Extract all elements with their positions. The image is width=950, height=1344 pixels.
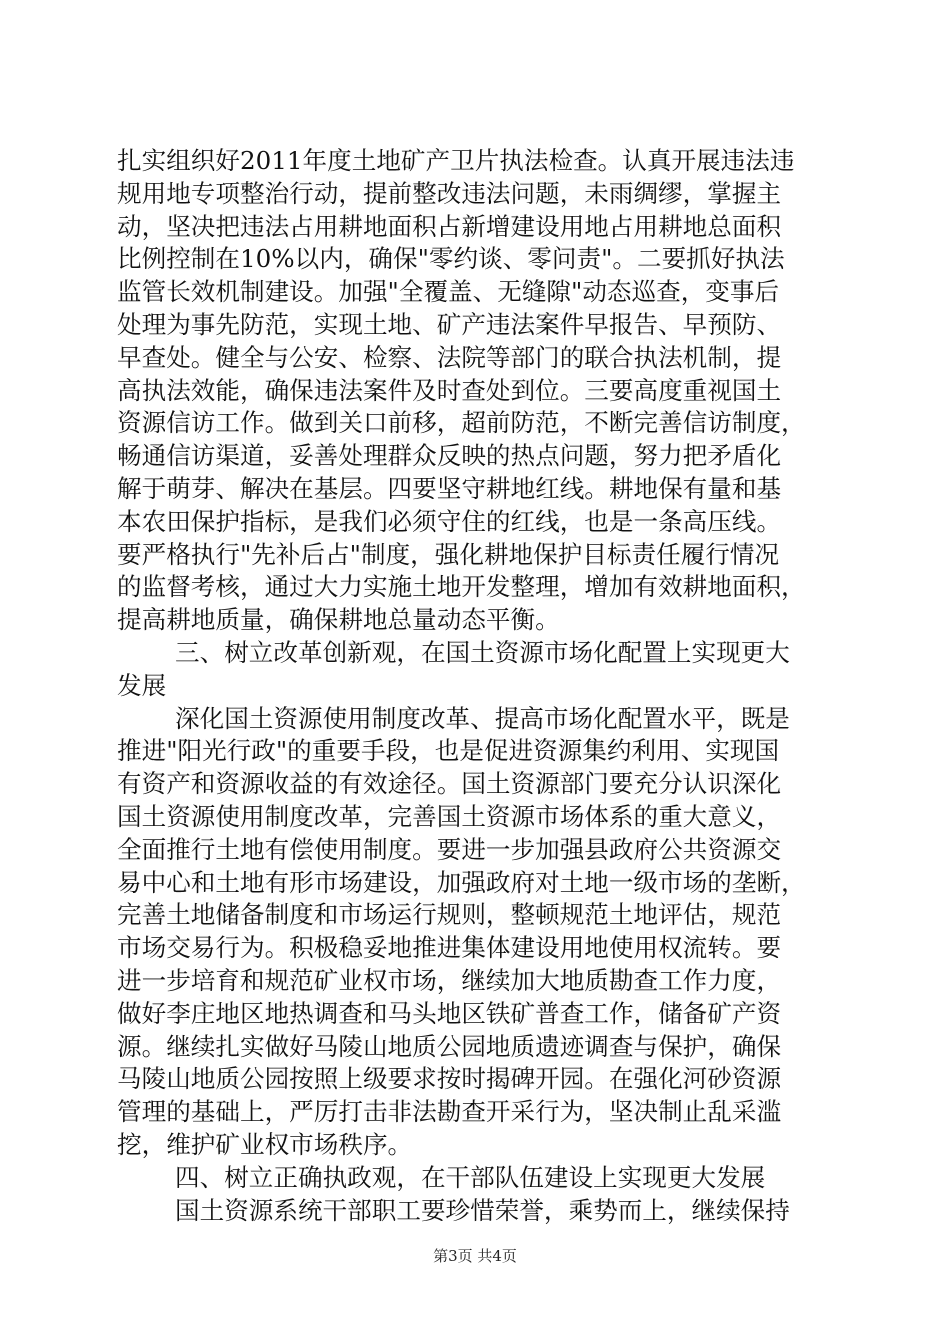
section-heading-continued: 发展 xyxy=(117,670,167,700)
section-heading: 四、树立正确执政观，在干部队伍建设上实现更大发展 xyxy=(175,1162,766,1192)
paragraph-first-line: 国土资源系统干部职工要珍惜荣誉，乘势而上，继续保持 xyxy=(175,1195,790,1225)
page-footer xyxy=(0,1246,950,1266)
text-line: 资源信访工作。做到关口前移，超前防范，不断完善信访制度， xyxy=(117,408,806,438)
text-line: 监管长效机制建设。加强"全覆盖、无缝隙"动态巡查，变事后 xyxy=(117,277,780,307)
text-line: 早查处。健全与公安、检察、法院等部门的联合执法机制，提 xyxy=(117,342,782,372)
text-line: 比例控制在10%以内，确保"零约谈、零问责"。二要抓好执法 xyxy=(117,244,785,274)
text-line: 进一步培育和规范矿业权市场，继续加大地质勘查工作力度， xyxy=(117,965,782,995)
text-line: 处理为事先防范，实现土地、矿产违法案件早报告、早预防、 xyxy=(117,309,782,339)
text-line: 本农田保护指标，是我们必须守住的红线，也是一条高压线。 xyxy=(117,506,782,536)
text-line: 扎实组织好2011年度土地矿产卫片执法检查。认真开展违法违 xyxy=(117,146,795,175)
text-line: 有资产和资源收益的有效途径。国土资源部门要充分认识深化 xyxy=(117,769,782,799)
text-line: 完善土地储备制度和市场运行规则，整顿规范土地评估，规范 xyxy=(117,900,782,930)
paragraph-first-line: 深化国土资源使用制度改革、提高市场化配置水平，既是 xyxy=(175,703,790,733)
text-line: 挖，维护矿业权市场秩序。 xyxy=(117,1129,413,1159)
text-line: 管理的基础上，严厉打击非法勘查开采行为，坚决制止乱采滥 xyxy=(117,1097,782,1127)
text-line: 国土资源使用制度改革，完善国土资源市场体系的重大意义， xyxy=(117,801,782,831)
text-line: 市场交易行为。积极稳妥地推进集体建设用地使用权流转。要 xyxy=(117,933,782,963)
text-line: 高执法效能，确保违法案件及时查处到位。三要高度重视国土 xyxy=(117,375,782,405)
text-line: 规用地专项整治行动，提前整改违法问题，未雨绸缪，掌握主 xyxy=(117,178,782,208)
text-line: 推进"阳光行政"的重要手段，也是促进资源集约利用、实现国 xyxy=(117,736,780,766)
section-heading: 三、树立改革创新观，在国土资源市场化配置上实现更大 xyxy=(175,637,790,667)
document-body xyxy=(117,145,837,1227)
text-line: 源。继续扎实做好马陵山地质公园地质遗迹调查与保护，确保 xyxy=(117,1031,782,1061)
page-number: 第3页 共4页 xyxy=(433,1247,517,1265)
text-line: 的监督考核，通过大力实施土地开发整理，增加有效耕地面积， xyxy=(117,572,806,602)
text-line: 解于萌芽、解决在基层。四要坚守耕地红线。耕地保有量和基 xyxy=(117,473,782,503)
text-line: 要严格执行"先补后占"制度，强化耕地保护目标责任履行情况 xyxy=(117,539,780,569)
text-line: 全面推行土地有偿使用制度。要进一步加强县政府公共资源交 xyxy=(117,834,782,864)
text-line: 畅通信访渠道，妥善处理群众反映的热点问题，努力把矛盾化 xyxy=(117,441,782,471)
text-line: 动，坚决把违法占用耕地面积占新增建设用地占用耕地总面积 xyxy=(117,211,782,241)
text-line: 提高耕地质量，确保耕地总量动态平衡。 xyxy=(117,605,560,635)
text-line: 易中心和土地有形市场建设，加强政府对土地一级市场的垄断， xyxy=(117,867,806,897)
text-line: 马陵山地质公园按照上级要求按时揭碑开园。在强化河砂资源 xyxy=(117,1064,782,1094)
text-line: 做好李庄地区地热调查和马头地区铁矿普查工作，储备矿产资 xyxy=(117,998,782,1028)
